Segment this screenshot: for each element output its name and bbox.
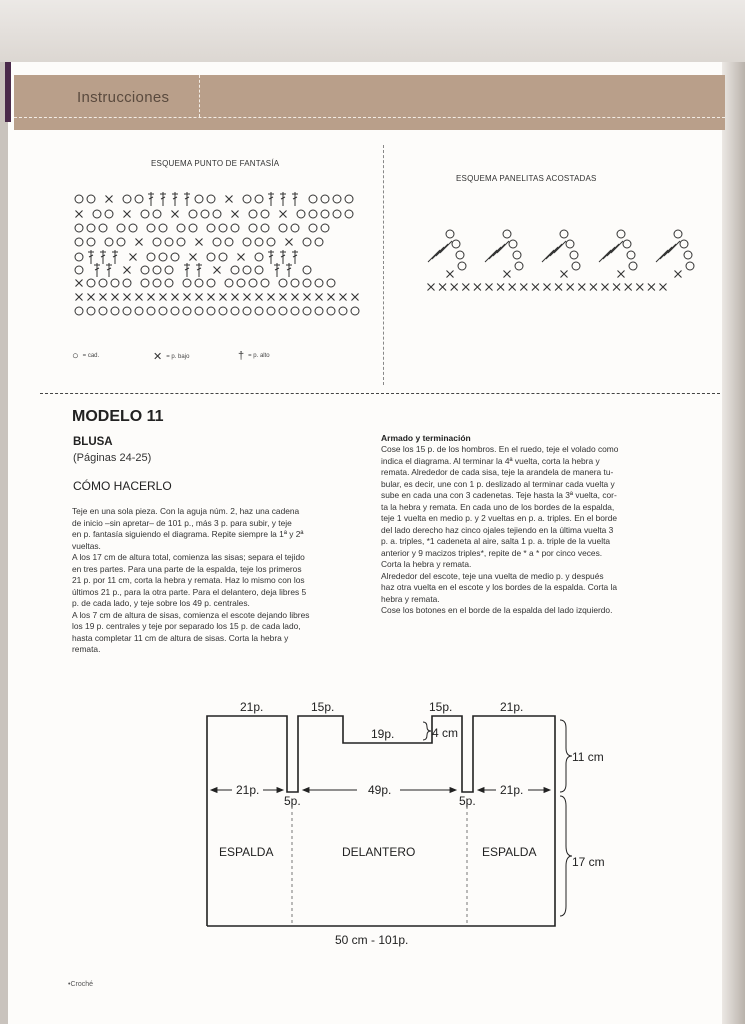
text-line: Cose los botones en el borde de la espalda del lado izquierdo. [381, 605, 613, 615]
text-line: haz otra vuelta en el escote y los bordes de la espalda. Corta la [381, 582, 618, 592]
text-line: A los 17 cm de altura total, comienza las sisas; separa el tejido [72, 552, 305, 562]
text-line: bular, es decir, une con 1 p. deslizado al terminar cada vuelta y [381, 478, 615, 489]
assembly-heading: Armado y terminación [381, 433, 471, 443]
brace-neck [423, 722, 431, 740]
garment-title: BLUSA [73, 436, 113, 448]
text-line: indica el diagrama. Al terminar la 4ª vuelta, corta la hebra y [381, 455, 600, 466]
text-line: Cose los 15 p. de los hombros. En el ruedo, teje el volado como [381, 444, 619, 454]
text-line: 21 p. por 11 cm, corta la hebra y remata. Haz lo mismo con los [72, 575, 305, 585]
text-line: Corta la hebra y remata. [381, 559, 472, 569]
text-line: A los 7 cm de altura de sisas, comienza el escote dejando libres [72, 609, 310, 620]
label-section-left: ESPALDA [219, 845, 274, 859]
label-shoulder-right: 15p. [429, 700, 453, 714]
text-line: p. de cada lado, y teje sobre los 49 p. centrales. [72, 598, 250, 608]
label-section-right: ESPALDA [482, 845, 537, 859]
caption-shell-stitch: ESQUEMA PANELITAS ACOSTADAS [456, 174, 597, 183]
brace-body [560, 796, 572, 916]
label-neck: 19p. [371, 727, 395, 741]
header-title: Instrucciones [77, 89, 170, 106]
how-to-heading: CÓMO HACERLO [73, 479, 172, 493]
caption-fancy-stitch: ESQUEMA PUNTO DE FANTASÍA [151, 159, 280, 168]
text-line: hasta completar 11 cm de altura de sisas. Corta la hebra y [72, 632, 289, 643]
chain-icon: ○ [72, 350, 79, 362]
text-line: sube en cada una con 3 cadenetas. Teje hasta la 3ª vuelta, cor- [381, 490, 617, 500]
model-title: MODELO 11 [72, 408, 164, 425]
brace-armhole [560, 720, 572, 792]
label-armhole-height: 11 cm [572, 750, 604, 764]
page-reference: (Páginas 24-25) [73, 452, 152, 464]
text-line: hebra y remata. [381, 593, 440, 604]
text-line: vueltas. [72, 540, 101, 551]
text-line: teje 1 vuelta en medio p. y 2 vueltas en p. a. triples. En el borde [381, 513, 618, 523]
text-line: anterior y 9 macizos triples*, repite de * a * por cinco veces. [381, 547, 603, 558]
label-inner-right: 21p. [500, 783, 524, 797]
legend-chain-label: = cad. [82, 353, 100, 359]
legend-single-label: = p. bajo [166, 353, 190, 360]
label-section-center: DELANTERO [342, 845, 416, 859]
label-body-height: 17 cm [572, 855, 605, 869]
label-inner-left: 21p. [236, 783, 260, 797]
label-gap-right: 5p. [459, 794, 476, 808]
text-line: últimos 21 p., para la otra parte. Para el delantero, deja libres 5 [72, 586, 307, 597]
label-inner-center: 49p. [368, 783, 392, 797]
double-crochet-icon: † [238, 350, 245, 362]
label-shoulder-left: 15p. [311, 700, 335, 714]
text-line: Alrededor del escote, teje una vuelta de medio p. y después [381, 570, 604, 581]
label-top-right: 21p. [500, 700, 524, 714]
label-top-left: 21p. [240, 700, 264, 714]
legend-double-label: = p. alto [248, 353, 270, 359]
label-neck-depth: 4 cm [432, 726, 459, 740]
text-line: remata. Alrededor de cada sisa, teje la arandela de manera tu- [381, 467, 614, 477]
text-line: ta la hebra y remata. En cada uno de los bordes de la espalda, [381, 501, 615, 512]
text-line: en p. fantasía siguiendo el diagrama. Repite siempre la 1ª y 2ª [72, 529, 304, 539]
label-total-width: 50 cm - 101p. [335, 933, 409, 947]
single-crochet-icon: ✕ [153, 351, 163, 363]
schematic-outline [207, 716, 555, 926]
text-line: remata. [72, 644, 101, 654]
footer-brand: •Croché [68, 981, 94, 988]
text-line: de inicio –sin apretar– de 101 p., más 3 p. para subir, y teje [72, 517, 292, 528]
text-line: Teje en una sola pieza. Con la aguja núm. 2, haz una cadena [72, 506, 300, 516]
label-gap-left: 5p. [284, 794, 301, 808]
text-line: los 19 p. centrales y teje por separado los 15 p. de cada lado, [72, 621, 301, 631]
text-line: en tres partes. Para una parte de la espalda, teje los primeros [72, 563, 302, 574]
text-line: del lado derecho haz cinco ojales tejiendo en la última vuelta 3 [381, 524, 614, 535]
text-line: p. a. triples, *1 cadeneta al aire, salta 1 p. a. triple de la vuelta [381, 536, 611, 546]
